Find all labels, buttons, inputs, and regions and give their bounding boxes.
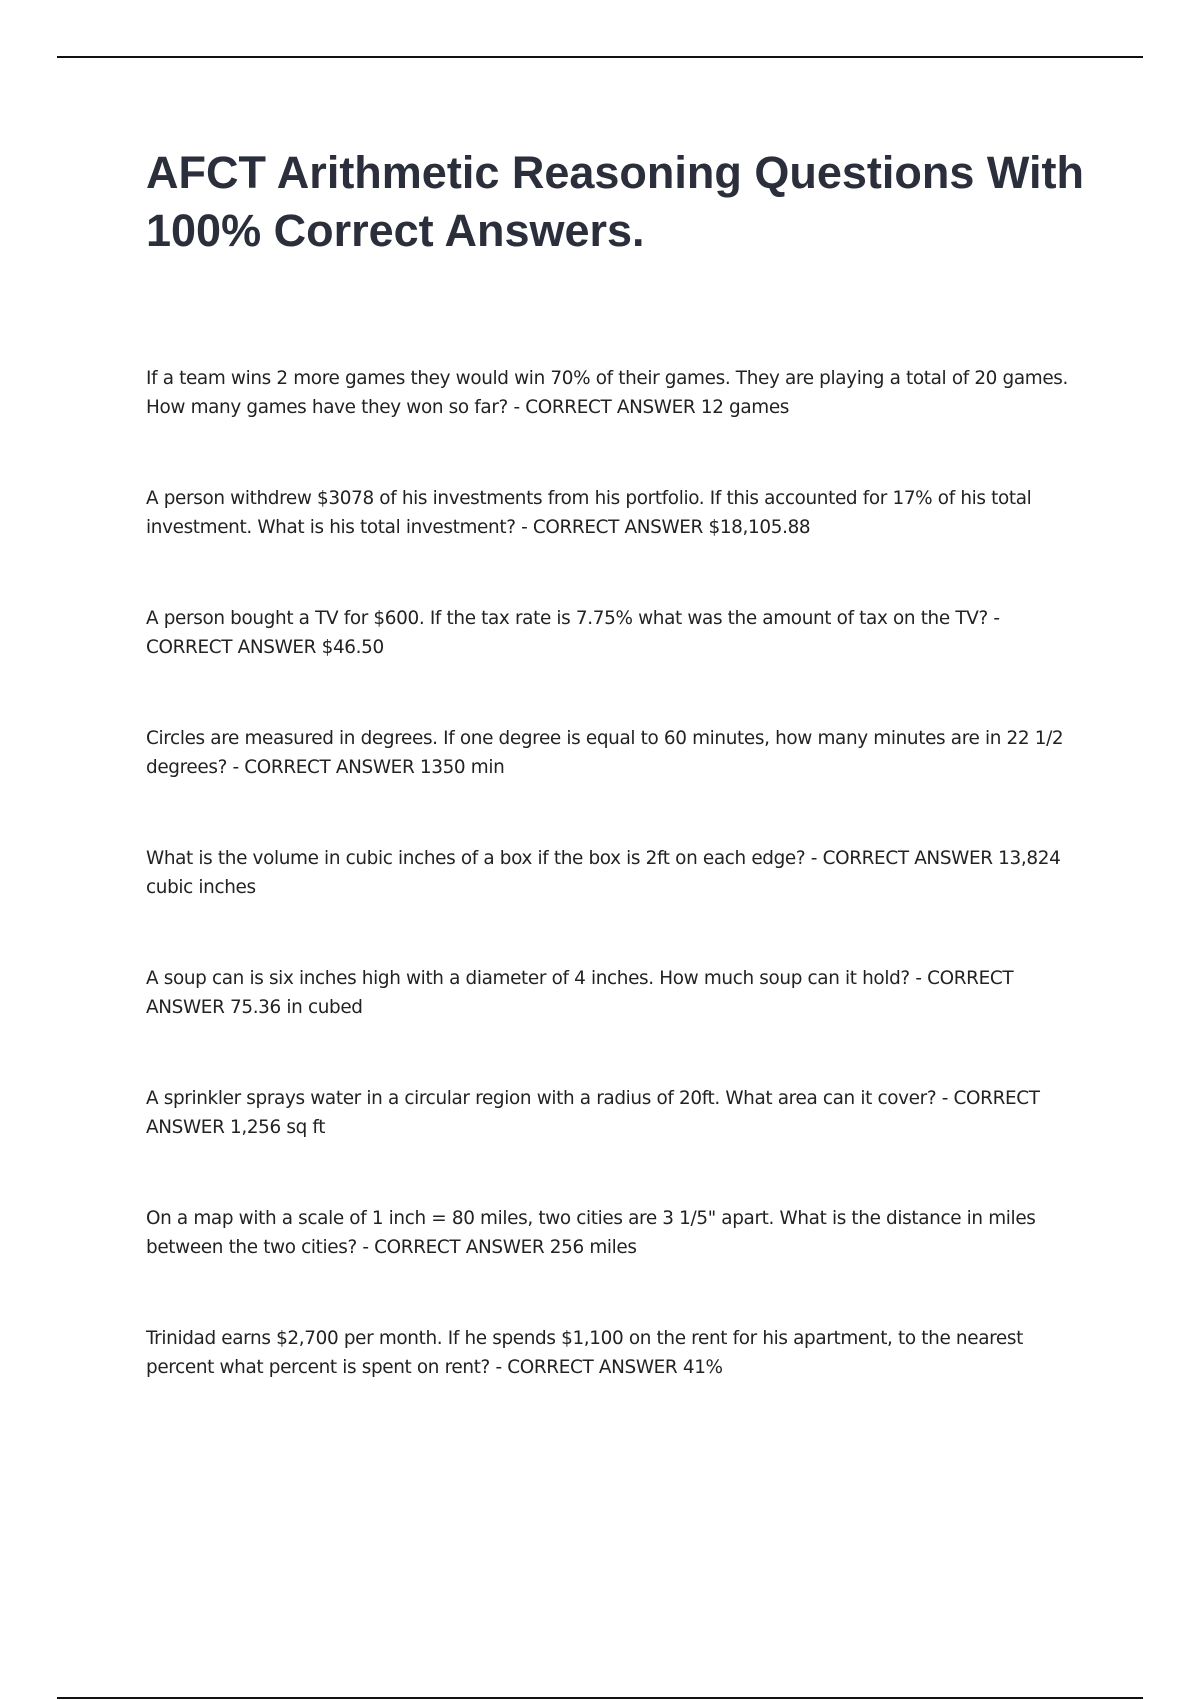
- top-divider: [57, 56, 1143, 58]
- question-item-5: What is the volume in cubic inches of a box if the box is 2ft on each edge? - CORRECT ANSWER 13,824 cubic inches: [146, 848, 1061, 899]
- question-item-2: A person withdrew $3078 of his investments from his portfolio. If this accounted for 17% of his total investment. What is his total investment? - CORRECT ANSWER $18,105.88: [146, 488, 1032, 539]
- question-item-1: If a team wins 2 more games they would win 70% of their games. They are playing a total of 20 games. How many games have they won so far? - CORRECT ANSWER 12 games: [146, 368, 1069, 419]
- question-list: [146, 346, 1076, 1382]
- question-item-8: On a map with a scale of 1 inch = 80 miles, two cities are 3 1/5" apart. What is the distance in miles between the two cities? - CORRECT ANSWER 256 miles: [146, 1208, 1036, 1259]
- document-title: AFCT Arithmetic Reasoning Questions With 100% Correct Answers.: [146, 147, 1084, 256]
- bottom-divider: [57, 1697, 1143, 1699]
- question-item-6: A soup can is six inches high with a diameter of 4 inches. How much soup can it hold? - CORRECT ANSWER 75.36 in cubed: [146, 968, 1014, 1019]
- question-item-7: A sprinkler sprays water in a circular region with a radius of 20ft. What area can it cover? - CORRECT ANSWER 1,256 sq ft: [146, 1088, 1040, 1139]
- question-item-4: Circles are measured in degrees. If one degree is equal to 60 minutes, how many minutes are in 22 1/2 degrees? - CORRECT ANSWER 1350 min: [146, 728, 1064, 779]
- question-item-9: Trinidad earns $2,700 per month. If he spends $1,100 on the rent for his apartment, to the nearest percent what percent is spent on rent? - CORRECT ANSWER 41%: [146, 1328, 1023, 1379]
- question-item-3: A person bought a TV for $600. If the tax rate is 7.75% what was the amount of tax on the TV? - CORRECT ANSWER $46.50: [146, 608, 1000, 659]
